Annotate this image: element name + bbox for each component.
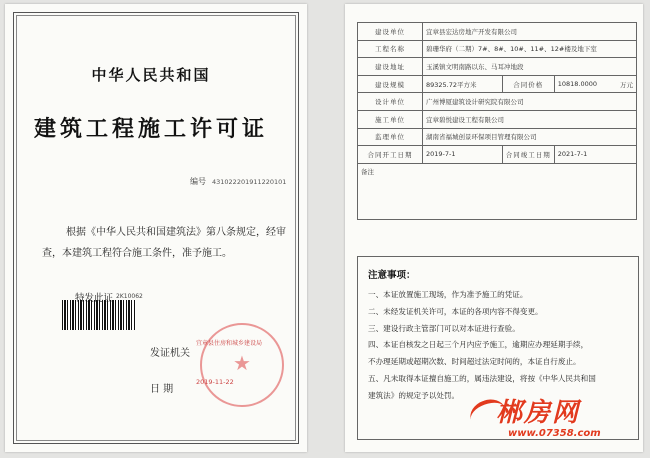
row-label: 建设规模 xyxy=(358,75,423,93)
issuer-label: 发证机关 xyxy=(150,348,190,359)
country-name: 中华人民共和国 xyxy=(91,66,211,84)
issue-date: 2019-11-22 xyxy=(196,378,234,386)
row-value: 89325.72平方米 xyxy=(423,75,503,93)
date-label: 日 期 xyxy=(150,384,174,395)
remarks-cell xyxy=(358,163,637,219)
seal-star-icon: ★ xyxy=(233,351,251,375)
row-label: 监理单位 xyxy=(358,128,423,146)
notes-title: 注意事项： xyxy=(368,270,416,281)
row-value: 湖南省福城创景环保项目管理有限公司 xyxy=(423,128,637,146)
row-value: 宜章县宏达房地产开发有限公司 xyxy=(423,23,637,41)
row-label: 建设单位 xyxy=(358,23,423,41)
row-label: 合同开工日期 xyxy=(358,146,423,164)
row-label: 设计单位 xyxy=(358,93,423,111)
table-row xyxy=(358,40,637,58)
table-row xyxy=(358,75,637,93)
table-row xyxy=(358,93,637,111)
row-value: 碧珊华府（二期）7#、8#、10#、11#、12#楼及地下室 xyxy=(423,40,637,58)
row-value: 宜章碧悦建设工程有限公司 xyxy=(423,110,637,128)
remarks-label: 备注 xyxy=(361,167,374,176)
barcode-text: 2K10062 xyxy=(116,293,143,300)
row-value: 广州博厦建筑设计研究院有限公司 xyxy=(423,93,637,111)
table-row xyxy=(358,163,637,219)
row-label: 施工单位 xyxy=(358,110,423,128)
table-row xyxy=(358,110,637,128)
official-seal xyxy=(200,323,284,407)
site-watermark xyxy=(470,392,645,452)
table-row xyxy=(358,23,637,41)
watermark-logo: 郴房网 xyxy=(496,398,581,428)
table-row xyxy=(358,146,637,164)
row-value-2: 2021-7-1 xyxy=(554,146,636,164)
note-item: 不办理延期或超期次数、时间超过法定时间的，本证自行废止。 xyxy=(368,357,581,367)
row-label-2: 合同竣工日期 xyxy=(502,146,554,164)
barcode-image xyxy=(62,300,136,330)
row-value: 玉溪镇文明南路以东、马耳冲地段 xyxy=(423,58,637,76)
note-item: 三、建设行政主管部门可以对本证进行查验。 xyxy=(368,323,520,333)
certificate-title: 建筑工程施工许可证 xyxy=(33,117,268,142)
note-item: 四、本证自核发之日起三个月内应予施工，逾期应办理延期手续， xyxy=(368,340,589,350)
note-item: 五、凡未取得本证擅自施工的，属违法建设，将按《中华人民共和国 xyxy=(368,373,596,383)
table-row xyxy=(358,58,637,76)
note-item: 一、本证放置施工现场，作为准予施工的凭证。 xyxy=(368,290,528,299)
contract-price: 10818.0000 xyxy=(557,79,598,88)
note-item: 建筑法》的规定予以处罚。 xyxy=(368,390,460,400)
row-value-2 xyxy=(554,75,636,93)
watermark-url: www.07358.com xyxy=(508,428,601,439)
certificate-body-text: 根据《中华人民共和国建筑法》第八条规定，经审查，本建筑工程符合施工条件，准予施工。 xyxy=(42,227,286,259)
row-label: 工程名称 xyxy=(358,40,423,58)
number-label: 编号 xyxy=(190,177,206,186)
project-info-table xyxy=(357,22,637,220)
note-item: 二、未经发证机关许可，本证的各项内容不得变更。 xyxy=(368,306,543,316)
row-label: 建设地址 xyxy=(358,58,423,76)
number-value: 431022201911220101 xyxy=(212,178,287,186)
table-row xyxy=(358,128,637,146)
issue-statement: 特发此证 xyxy=(75,293,114,304)
certificate-number xyxy=(190,176,286,187)
notes-list xyxy=(368,287,632,405)
price-unit: 万元 xyxy=(620,80,633,89)
issuer-name: 宜章县住房和城乡建设局 xyxy=(196,340,263,347)
row-value: 2019-7-1 xyxy=(423,146,503,164)
row-label-2: 合同价格 xyxy=(502,75,554,93)
